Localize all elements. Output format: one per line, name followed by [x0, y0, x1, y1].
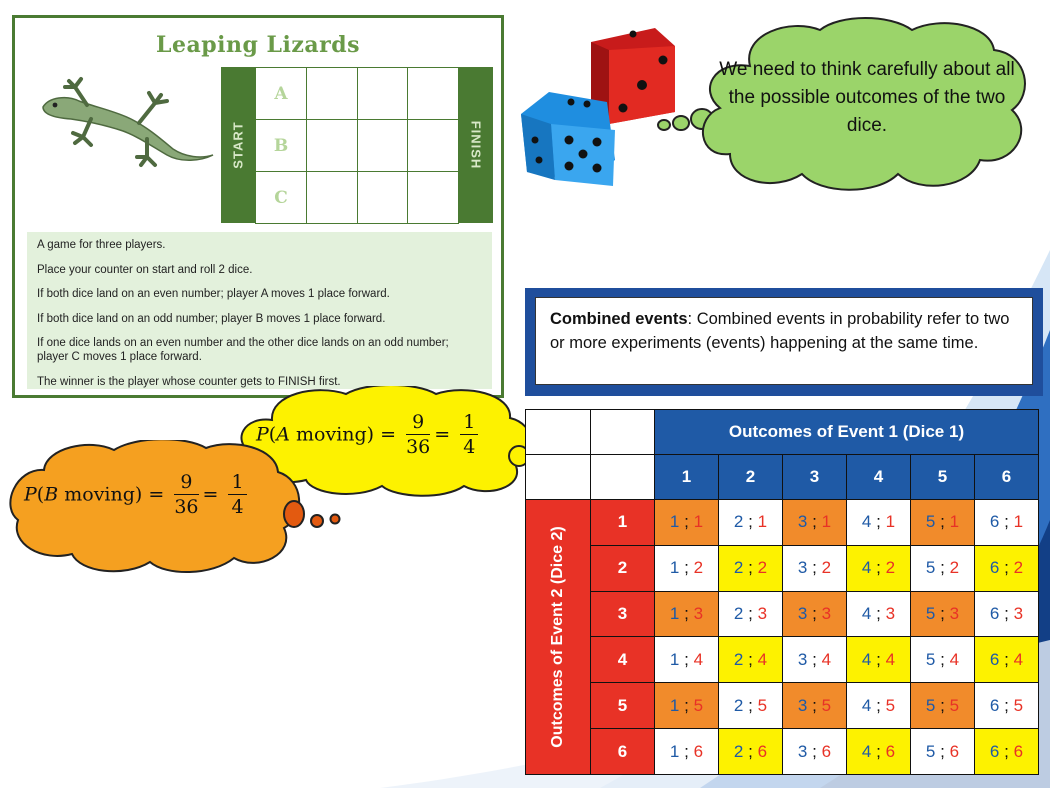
dice2-outcome: 1 [757, 512, 768, 532]
dice1-outcome: 3 [797, 512, 808, 532]
outcome-cell [719, 591, 783, 637]
game-title: Leaping Lizards [156, 32, 360, 58]
dice2-outcome: 6 [757, 741, 768, 761]
table-row [526, 545, 1039, 591]
dice1-outcome: 5 [925, 741, 936, 761]
dice2-outcome: 1 [821, 512, 832, 532]
outcomes-table [525, 409, 1039, 775]
dice1-outcome: 4 [861, 604, 872, 624]
outcome-separator: ; [940, 604, 945, 624]
dice1-outcome: 4 [861, 695, 872, 715]
board-cell [408, 120, 459, 172]
dice2-value-header: 4 [591, 637, 655, 683]
dice1-outcome: 2 [733, 649, 744, 669]
outcome-cell [783, 637, 847, 683]
outcome-separator: ; [1004, 649, 1009, 669]
board-row [256, 68, 459, 120]
dice2-value-header: 1 [591, 500, 655, 546]
row-group-label: Outcomes of Event 2 (Dice 2) [549, 526, 566, 748]
dice1-outcome: 3 [797, 558, 808, 578]
dice2-outcome: 3 [1013, 604, 1024, 624]
dice1-outcome: 4 [861, 649, 872, 669]
corner-cell [526, 410, 591, 455]
outcome-separator: ; [748, 558, 753, 578]
dice1-outcome: 2 [733, 695, 744, 715]
outcome-separator: ; [684, 741, 689, 761]
probability-a: P(A moving) = $\frac{9}{36}$ = $\frac{1}{4}$ [256, 410, 482, 459]
outcome-separator: ; [812, 558, 817, 578]
rule-line: If one dice lands on an even number and the other dice lands on an odd number; player C moves 1 place forward. [37, 337, 449, 363]
game-board [221, 67, 493, 223]
outcome-cell [783, 729, 847, 775]
board-cell [357, 172, 408, 224]
outcome-cell [911, 729, 975, 775]
rule-line: If both dice land on an odd number; player B moves 1 place forward. [37, 312, 386, 325]
outcome-cell [847, 683, 911, 729]
outcome-cell [655, 683, 719, 729]
outcome-separator: ; [684, 695, 689, 715]
outcome-separator: ; [940, 695, 945, 715]
board-cell [307, 172, 358, 224]
definition-text: : Combined events in probability refer to two or more experiments (events) happening at the same time. [550, 310, 1010, 352]
outcome-separator: ; [812, 649, 817, 669]
game-rules [27, 232, 492, 389]
dice1-outcome: 6 [989, 512, 1000, 532]
outcome-cell [847, 545, 911, 591]
dice2-outcome: 5 [757, 695, 768, 715]
dice1-outcome: 1 [669, 604, 680, 624]
table-row [526, 500, 1039, 546]
outcome-separator: ; [1004, 741, 1009, 761]
dice1-outcome: 2 [733, 604, 744, 624]
outcome-separator: ; [684, 604, 689, 624]
outcome-separator: ; [876, 695, 881, 715]
outcome-separator: ; [684, 558, 689, 578]
dice2-outcome: 3 [885, 604, 896, 624]
outcome-cell [975, 545, 1039, 591]
dice1-outcome: 1 [669, 558, 680, 578]
dice2-outcome: 5 [693, 695, 704, 715]
dice2-outcome: 3 [949, 604, 960, 624]
outcome-cell [719, 500, 783, 546]
outcome-cell [783, 500, 847, 546]
outcome-cell [719, 545, 783, 591]
dice1-outcome: 5 [925, 558, 936, 578]
dice1-outcome: 3 [797, 741, 808, 761]
table-row [526, 637, 1039, 683]
outcome-cell [847, 500, 911, 546]
outcome-separator: ; [940, 649, 945, 669]
dice1-outcome: 1 [669, 741, 680, 761]
dice2-outcome: 5 [821, 695, 832, 715]
dice1-outcome: 3 [797, 695, 808, 715]
dice1-outcome: 5 [925, 604, 936, 624]
outcome-cell [975, 729, 1039, 775]
outcome-separator: ; [876, 558, 881, 578]
player-label: B [273, 135, 289, 156]
dice1-values-row [526, 455, 1039, 500]
table-row [526, 683, 1039, 729]
rule-line: A game for three players. [37, 239, 166, 251]
board-cell [408, 172, 459, 224]
dice2-outcome: 6 [885, 741, 896, 761]
dice2-outcome: 6 [693, 741, 704, 761]
board-row [256, 172, 459, 224]
dice2-outcome: 5 [949, 695, 960, 715]
outcome-separator: ; [876, 649, 881, 669]
thought-text: We need to think carefully about all the possible outcomes of the two dice. [719, 59, 1015, 136]
dice1-value-header: 3 [783, 455, 847, 500]
dice2-outcome: 4 [821, 649, 832, 669]
outcome-cell [911, 637, 975, 683]
dice1-outcome: 5 [925, 695, 936, 715]
dice2-outcome: 6 [949, 741, 960, 761]
dice1-value-header: 6 [975, 455, 1039, 500]
outcome-separator: ; [748, 649, 753, 669]
dice2-outcome: 2 [1013, 558, 1024, 578]
board-cell [357, 120, 408, 172]
outcome-separator: ; [748, 604, 753, 624]
dice2-outcome: 3 [821, 604, 832, 624]
outcome-separator: ; [748, 741, 753, 761]
board-cell [307, 68, 358, 120]
outcome-cell [655, 500, 719, 546]
outcome-cell [975, 591, 1039, 637]
dice1-outcome: 6 [989, 604, 1000, 624]
dice2-outcome: 1 [1013, 512, 1024, 532]
dice1-outcome: 3 [797, 649, 808, 669]
dice2-outcome: 2 [821, 558, 832, 578]
dice2-outcome: 3 [693, 604, 704, 624]
outcome-separator: ; [1004, 695, 1009, 715]
board-cell [408, 68, 459, 120]
player-label: C [274, 187, 288, 208]
outcome-cell [655, 545, 719, 591]
blue-die-icon [521, 92, 615, 186]
dice1-value-header: 5 [911, 455, 975, 500]
dice1-outcome: 4 [861, 512, 872, 532]
dice1-outcome: 4 [861, 558, 872, 578]
dice1-outcome: 3 [797, 604, 808, 624]
outcome-cell [847, 591, 911, 637]
outcome-cell [975, 500, 1039, 546]
fraction: $\frac{9}{36}$ [406, 411, 431, 458]
dice2-outcome: 5 [1013, 695, 1024, 715]
dice2-outcome: 1 [693, 512, 704, 532]
fraction: $\frac{1}{4}$ [460, 410, 478, 459]
table-header-row [526, 410, 1039, 455]
outcome-separator: ; [812, 695, 817, 715]
game-card [12, 15, 504, 398]
column-group-header: Outcomes of Event 1 (Dice 1) [655, 410, 1039, 455]
row-group-header [526, 500, 591, 775]
definition-box [535, 297, 1033, 385]
rule-line: If both dice land on an even number; player A moves 1 place forward. [37, 288, 390, 300]
board-cell [256, 120, 307, 172]
dice1-outcome: 1 [669, 695, 680, 715]
outcome-separator: ; [1004, 512, 1009, 532]
dice1-outcome: 6 [989, 741, 1000, 761]
dice2-outcome: 4 [757, 649, 768, 669]
corner-cell [591, 410, 655, 455]
outcome-cell [847, 729, 911, 775]
outcome-cell [911, 500, 975, 546]
dice2-outcome: 1 [949, 512, 960, 532]
outcome-separator: ; [940, 741, 945, 761]
outcome-cell [847, 637, 911, 683]
dice2-value-header: 3 [591, 591, 655, 637]
outcome-separator: ; [876, 604, 881, 624]
outcome-separator: ; [1004, 558, 1009, 578]
outcome-separator: ; [940, 558, 945, 578]
dice1-outcome: 6 [989, 695, 1000, 715]
dice2-value-header: 6 [591, 729, 655, 775]
dice1-outcome: 4 [861, 741, 872, 761]
dice2-outcome: 5 [885, 695, 896, 715]
dice1-outcome: 2 [733, 741, 744, 761]
board-cell [256, 68, 307, 120]
outcome-separator: ; [940, 512, 945, 532]
outcome-cell [719, 637, 783, 683]
dice2-outcome: 2 [885, 558, 896, 578]
board-cell [256, 172, 307, 224]
corner-cell [591, 455, 655, 500]
outcome-cell [655, 591, 719, 637]
outcome-cell [911, 591, 975, 637]
outcome-separator: ; [684, 512, 689, 532]
dice2-outcome: 4 [693, 649, 704, 669]
fraction: $\frac{9}{36}$ [174, 471, 199, 518]
outcome-separator: ; [812, 512, 817, 532]
dice2-outcome: 6 [821, 741, 832, 761]
outcome-cell [911, 683, 975, 729]
board-grid [255, 67, 459, 224]
lizard-icon [35, 73, 215, 168]
corner-cell [526, 455, 591, 500]
dice2-outcome: 2 [757, 558, 768, 578]
dice1-outcome: 2 [733, 558, 744, 578]
board-cell [307, 120, 358, 172]
outcome-cell [975, 683, 1039, 729]
outcome-cell [783, 683, 847, 729]
outcome-separator: ; [876, 741, 881, 761]
fraction: $\frac{1}{4}$ [228, 470, 246, 519]
outcome-separator: ; [684, 649, 689, 669]
dice2-outcome: 2 [949, 558, 960, 578]
dice2-outcome: 2 [693, 558, 704, 578]
dice1-outcome: 6 [989, 649, 1000, 669]
outcome-cell [719, 683, 783, 729]
dice1-outcome: 2 [733, 512, 744, 532]
outcome-separator: ; [812, 604, 817, 624]
outcome-separator: ; [876, 512, 881, 532]
player-label: A [274, 83, 288, 104]
board-cell [357, 68, 408, 120]
definition-term: Combined events [550, 310, 688, 328]
table-row [526, 591, 1039, 637]
board-row [256, 120, 459, 172]
dice1-outcome: 6 [989, 558, 1000, 578]
dice2-outcome: 6 [1013, 741, 1024, 761]
dice2-outcome: 4 [1013, 649, 1024, 669]
rule-line: The winner is the player whose counter gets to FINISH first. [37, 375, 341, 388]
dice2-value-header: 5 [591, 683, 655, 729]
dice2-outcome: 1 [885, 512, 896, 532]
outcome-cell [911, 545, 975, 591]
outcome-separator: ; [748, 512, 753, 532]
table-row [526, 729, 1039, 775]
outcome-cell [719, 729, 783, 775]
dice2-value-header: 2 [591, 545, 655, 591]
outcome-cell [783, 545, 847, 591]
dice1-value-header: 1 [655, 455, 719, 500]
outcome-cell [655, 729, 719, 775]
dice2-outcome: 3 [757, 604, 768, 624]
dice1-outcome: 1 [669, 649, 680, 669]
outcome-separator: ; [812, 741, 817, 761]
outcome-cell [975, 637, 1039, 683]
probability-b: P(B moving) = $\frac{9}{36}$ = $\frac{1}{4}$ [24, 470, 251, 519]
dice1-value-header: 4 [847, 455, 911, 500]
outcome-cell [655, 637, 719, 683]
outcome-cell [783, 591, 847, 637]
start-strip: START [221, 67, 255, 223]
outcome-separator: ; [748, 695, 753, 715]
dice1-value-header: 2 [719, 455, 783, 500]
rule-line: Place your counter on start and roll 2 dice. [37, 263, 253, 276]
finish-strip: FINISH [459, 67, 493, 223]
dice1-outcome: 5 [925, 649, 936, 669]
dice1-outcome: 5 [925, 512, 936, 532]
dice2-outcome: 4 [885, 649, 896, 669]
dice2-outcome: 4 [949, 649, 960, 669]
outcome-separator: ; [1004, 604, 1009, 624]
dice1-outcome: 1 [669, 512, 680, 532]
